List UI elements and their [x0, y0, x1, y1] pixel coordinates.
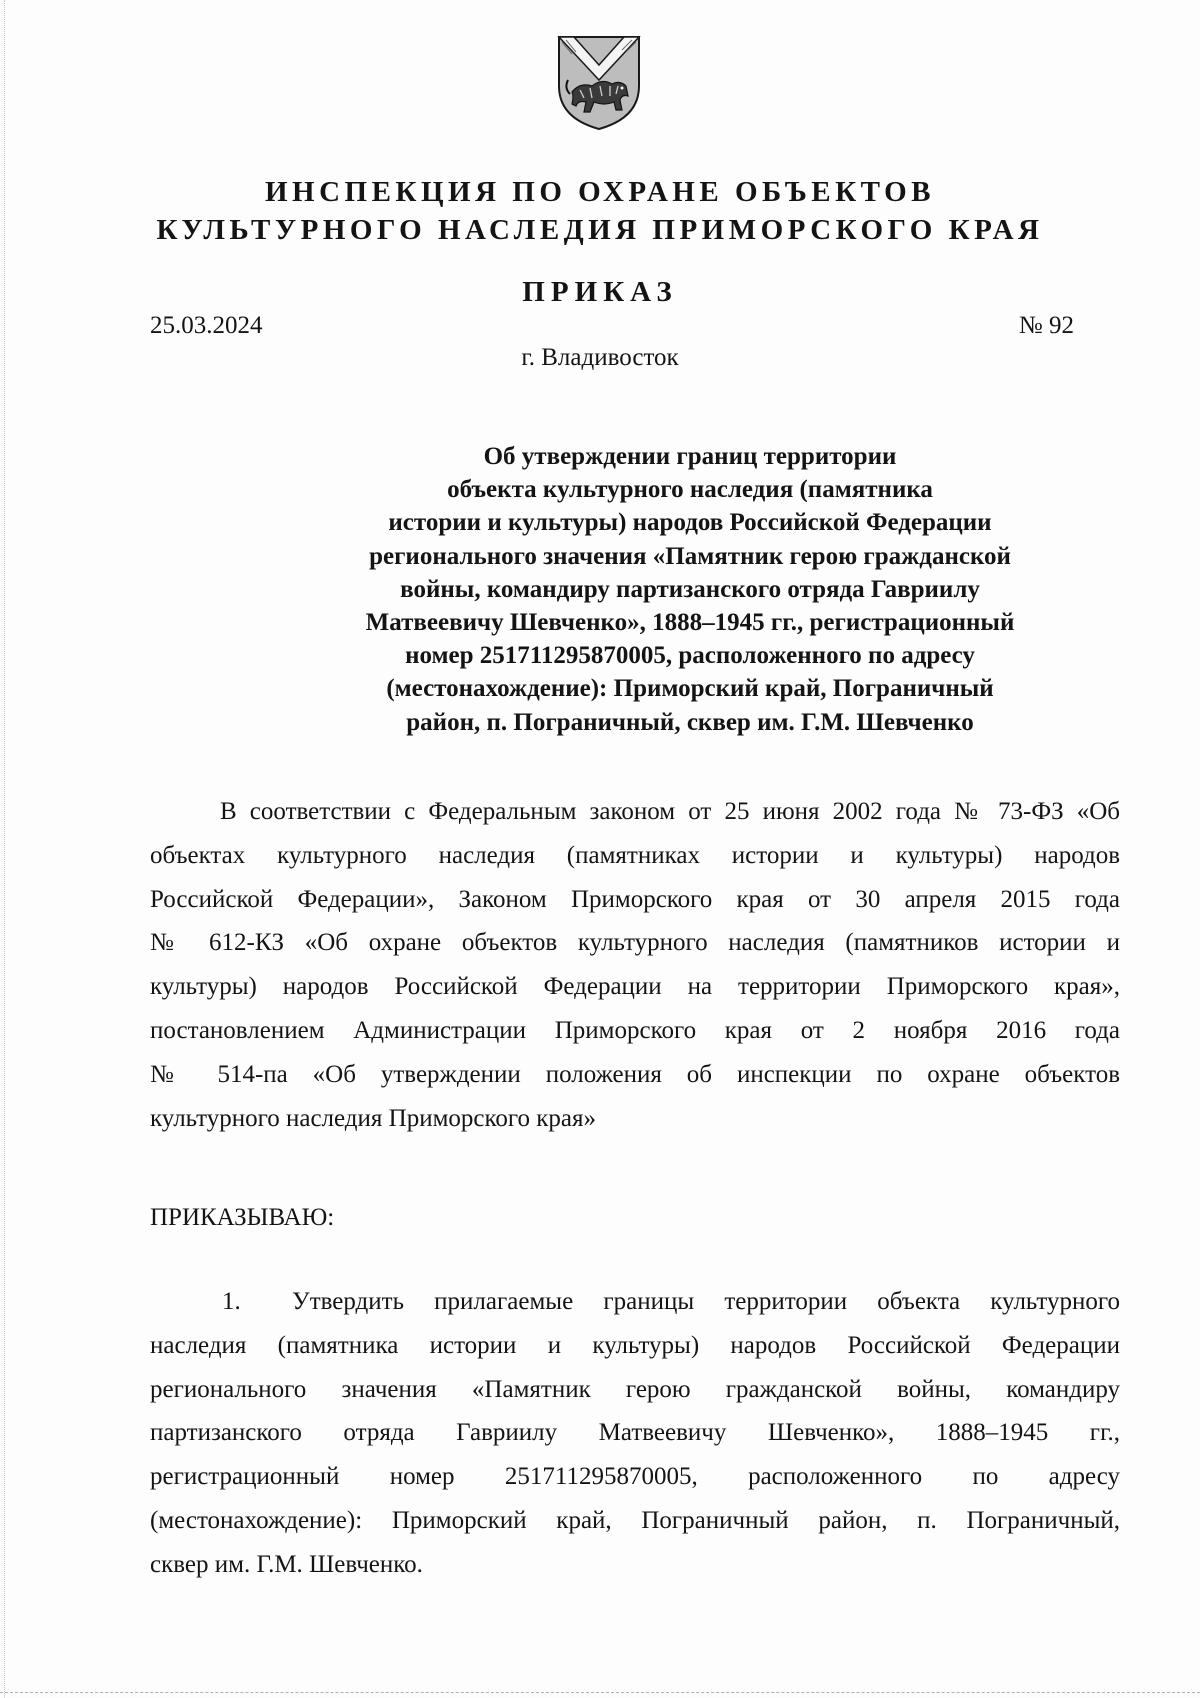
subject-line: (местонахождение): Приморский край, Пограничный — [386, 675, 994, 703]
order-item-line: сквер им. Г.М. Шевченко. — [150, 1550, 423, 1578]
order-item-line: регистрационный номер 251711295870005, расположенного по адресу — [150, 1463, 1120, 1491]
preamble-line: В соответствии с Федеральным законом от 25 июня 2002 года № 73-ФЗ «Об — [220, 798, 1120, 825]
scan-edge-left — [4, 0, 5, 1698]
order-item-line: наследия (памятника истории и культуры) народов Российской Федерации — [150, 1331, 1120, 1359]
subject-line: объекта культурного наследия (памятника — [447, 476, 933, 504]
order-item-line: партизанского отряда Гавриилу Матвеевичу Шевченко», 1888–1945 гг., — [150, 1419, 1120, 1447]
order-item-number: 1. — [222, 1288, 241, 1315]
preamble-line: культуры) народов Российской Федерации на территории Приморского края», — [150, 973, 1120, 1001]
document-subject — [290, 440, 1090, 739]
document-type: ПРИКАЗ — [522, 276, 678, 308]
subject-line: Об утверждении границ территории — [483, 443, 897, 470]
org-name-line-1: ИНСПЕКЦИЯ ПО ОХРАНЕ ОБЪЕКТОВ — [264, 176, 936, 208]
subject-line: номер 251711295870005, расположенного по адресу — [405, 642, 975, 670]
coat-of-arms-icon — [556, 34, 642, 132]
order-item-first-line — [150, 1280, 1120, 1324]
subject-line: район, п. Пограничный, сквер им. Г.М. Шевченко — [406, 708, 974, 736]
document-city: г. Владивосток — [521, 344, 679, 371]
preamble-line: постановлением Администрации Приморского края от 2 ноября 2016 года — [150, 1016, 1120, 1044]
order-item-line: (местонахождение): Приморский край, Пограничный район, п. Пограничный, — [150, 1506, 1120, 1534]
document-date: 25.03.2024 — [150, 312, 263, 339]
scan-edge-bottom — [0, 1692, 1200, 1693]
preamble-line: № 514-па «Об утверждении положения об инспекции по охране объектов — [150, 1060, 1120, 1088]
preamble-line: Российской Федерации», Законом Приморского края от 30 апреля 2015 года — [150, 885, 1120, 913]
org-name-line-2: КУЛЬТУРНОГО НАСЛЕДИЯ ПРИМОРСКОГО КРАЯ — [156, 214, 1044, 246]
order-item-line: регионального значения «Памятник герою гражданской войны, командиру — [150, 1375, 1120, 1403]
subject-line: Матвеевичу Шевченко», 1888–1945 гг., регистрационный — [365, 609, 1015, 637]
preamble-paragraph — [150, 790, 1120, 1140]
subject-line: войны, командиру партизанского отряда Гавриилу — [400, 575, 980, 603]
preamble-line: культурного наследия Приморского края» — [150, 1104, 596, 1132]
subject-line: регионального значения «Памятник герою гражданской — [369, 542, 1011, 570]
order-item-line: Утвердить прилагаемые границы территории объекта культурного — [292, 1288, 1120, 1315]
order-command: ПРИКАЗЫВАЮ: — [150, 1204, 335, 1231]
document-number: № 92 — [1018, 312, 1074, 339]
subject-line: истории и культуры) народов Российской Федерации — [388, 509, 992, 537]
preamble-line: № 612-КЗ «Об охране объектов культурного наследия (памятников истории и — [150, 929, 1120, 957]
order-item-1 — [150, 1280, 1120, 1587]
preamble-line: объектах культурного наследия (памятниках истории и культуры) народов — [150, 841, 1120, 869]
